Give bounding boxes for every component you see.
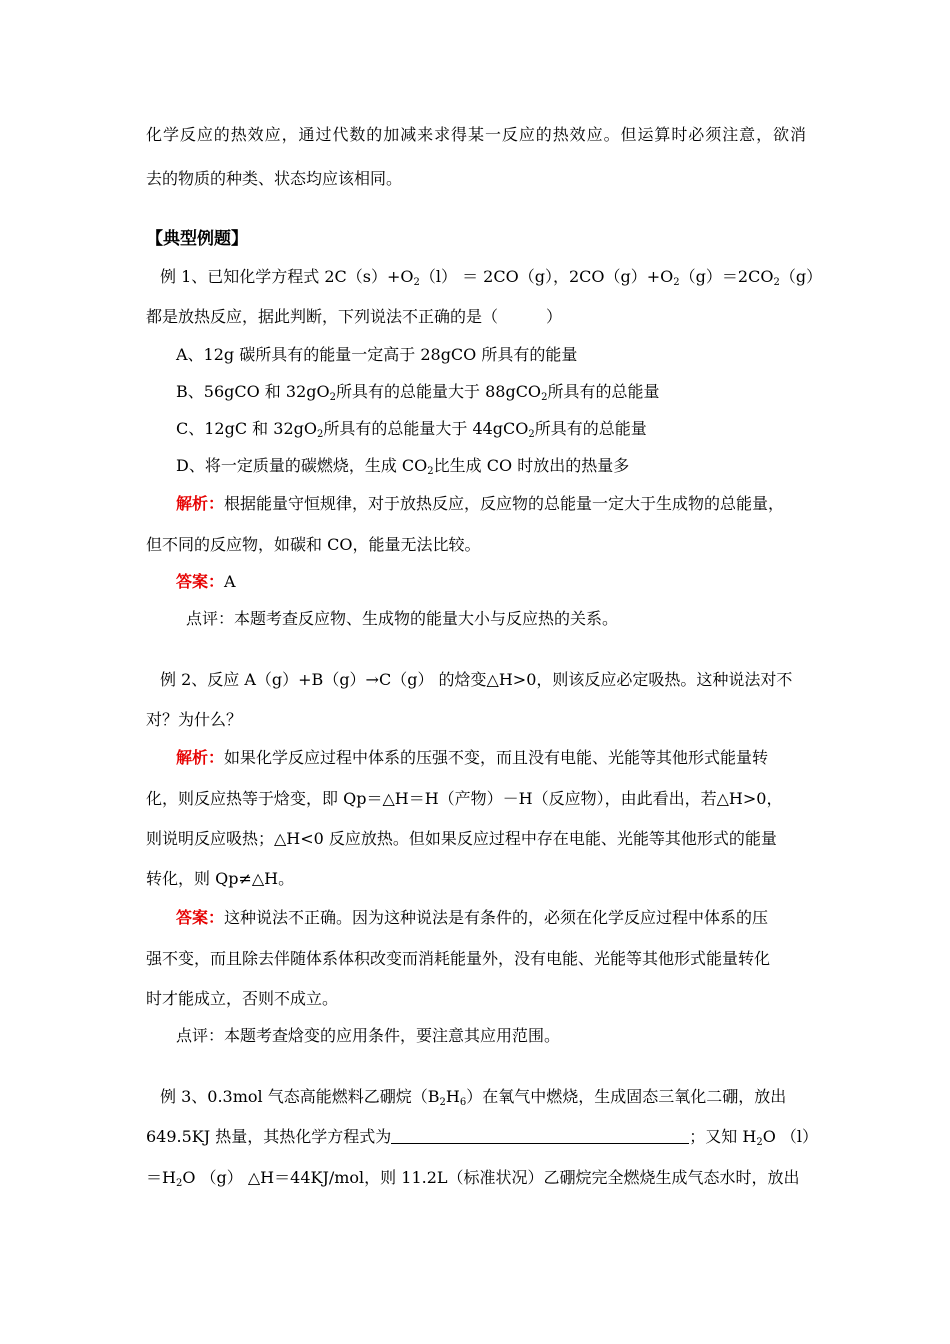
option-a: A、12g 碳所具有的能量一定高于 28gCO 所具有的能量 — [176, 345, 578, 364]
example-2-analysis: 解析：如果化学反应过程中体系的压强不变，而且没有电能、光能等其他形式能量转 — [176, 748, 769, 767]
example-2-analysis-line2: 化，则反应热等于焓变，即 Qp＝△H＝H（产物）－H（反应物），由此看出，若△H>0， — [146, 789, 783, 808]
example-2-question: 例 2、反应 A（g）+B（g）→C（g） 的焓变△H>0，则该反应必定吸热。这种说法对不 — [160, 670, 793, 689]
example-3-question-line3: $=H_2O$ （g） △H＝44KJ/mol，则 11.2L（标准状况）乙硼烷完全燃烧生成气态水时，放出 — [146, 1168, 800, 1189]
example-1-analysis: 解析：根据能量守恒规律，对于放热反应，反应物的总能量一定大于生成物的总能量， — [176, 494, 785, 513]
example-2-question-line2: 对？为什么？ — [146, 710, 243, 729]
example-2-answer: 答案：这种说法不正确。因为这种说法是有条件的，必须在化学反应过程中体系的压 — [176, 908, 769, 927]
example-1-analysis-line2: 但不同的反应物，如碳和 CO，能量无法比较。 — [146, 535, 481, 554]
example-3-question-line2: 649.5KJ 热量，其热化学方程式为 ；又知 $H_2O$ （l） — [146, 1127, 819, 1148]
example-1-comment: 点评：本题考查反应物、生成物的能量大小与反应热的关系。 — [186, 609, 619, 628]
example-2-analysis-line3: 则说明反应吸热；△H<0 反应放热。但如果反应过程中存在电能、光能等其他形式的能量 — [146, 829, 777, 848]
example-2-answer-line2: 强不变，而且除去伴随体系体积改变而消耗能量外，没有电能、光能等其他形式能量转化 — [146, 949, 771, 968]
answer-blank[interactable] — [391, 1127, 689, 1144]
answer-label: 答案： — [176, 572, 225, 591]
section-heading: 【典型例题】 — [146, 229, 248, 249]
analysis-label: 解析： — [176, 748, 225, 767]
example-2-comment: 点评：本题考查焓变的应用条件，要注意其应用范围。 — [176, 1026, 561, 1045]
intro-paragraph-line: 化学反应的热效应，通过代数的加减来求得某一反应的热效应。但运算时必须注意，欲消 — [146, 125, 806, 144]
example-1-question-line2: 都是放热反应，据此判断，下列说法不正确的是（ ） — [146, 307, 563, 326]
example-3-question: 例 3、0.3mol 气态高能燃料乙硼烷$(B_2H_6)$在氧气中燃烧，生成固态三氧化二硼，放出 — [160, 1087, 787, 1108]
example-1-answer: 答案：A — [176, 572, 236, 591]
intro-paragraph-line: 去的物质的种类、状态均应该相同。 — [146, 169, 403, 188]
option-c: C、12gC 和 $32gO_2$所具有的总能量大于 44gCO$_2$所具有的总能量 — [176, 419, 647, 440]
answer-label: 答案： — [176, 908, 225, 927]
example-1-question: 例 1、已知化学方程式 $2C(s)+O_2(l) = 2CO(g)$，$2CO(g)+O_2(g)=2CO_2(g)$ — [160, 267, 823, 288]
example-2-analysis-line4: 转化，则 Qp≠△H。 — [146, 869, 295, 888]
option-d: D、将一定质量的碳燃烧，生成 $CO_2$比生成 CO 时放出的热量多 — [176, 456, 630, 477]
analysis-label: 解析： — [176, 494, 225, 513]
example-2-answer-line3: 时才能成立，否则不成立。 — [146, 989, 339, 1008]
option-b: B、56gCO 和 $32gO_2$所具有的总能量大于 88gCO$_2$所具有的总能量 — [176, 382, 660, 403]
